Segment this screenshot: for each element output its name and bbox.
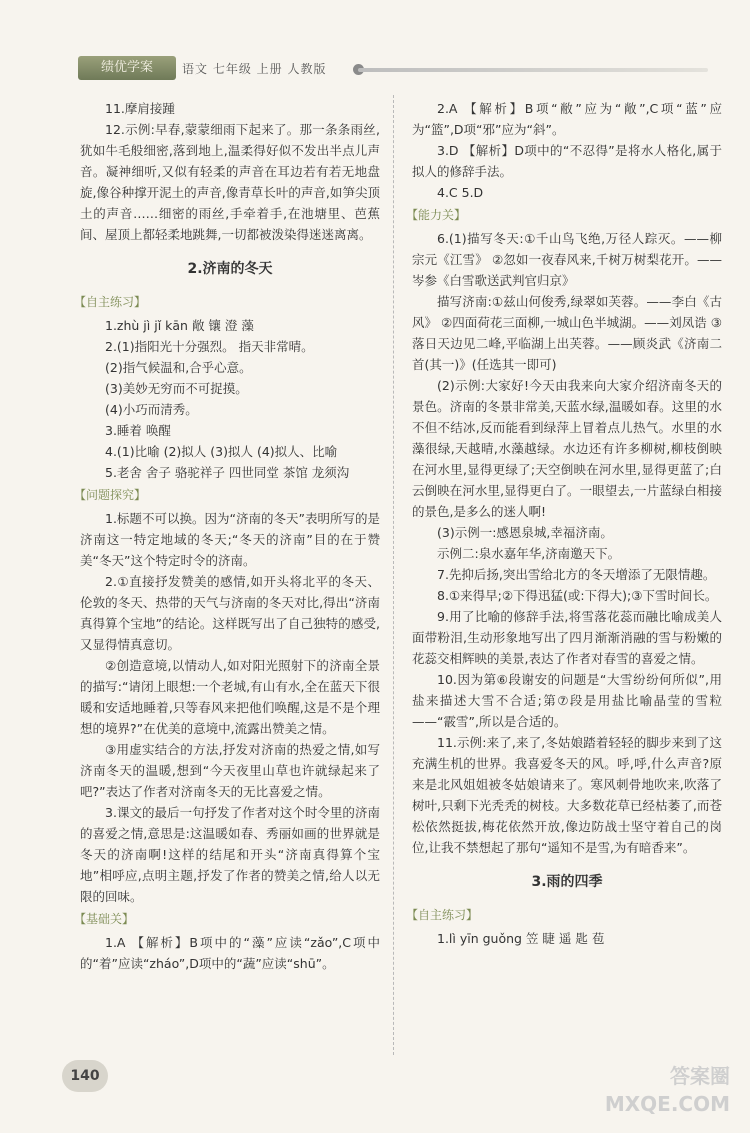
answer-paragraph: 12.示例:早春,蒙蒙细雨下起来了。那一条条雨丝,犹如牛毛般细密,落到地上,温柔得好似不发出半点儿声音。凝神细听,又似有轻柔的声音在耳边若有若无地盘旋,像谷种撑开泥土的声音,像青草长叶的声音,如笋尖顶土的声音……细密的雨丝,手牵着手,在池塘里、芭蕉间、屋顶上都轻柔地跳舞,一切都被泼染得迷迷离离。 [80, 122, 380, 242]
header-subtitle: 语文 七年级 上册 人教版 [182, 62, 327, 76]
section-title: 3.雨的四季 [531, 874, 603, 890]
answer-paragraph: 11.示例:来了,来了,冬姑娘踏着轻轻的脚步来到了这充满生机的世界。我喜爱冬天的风。呼,呼,什么声音?原来是北风姐姐被冬姑娘请来了。寒风刺骨地吹来,吹落了树叶,只剩下光秃秃的树枝。大多数花草已经枯萎了,而苍松依然挺拔,梅花依然开放,像边防战士坚守着自己的岗位,让我不禁想起了那句“遥知不是雪,为有暗香来”。 [412, 735, 722, 855]
section-tag: 【基础关】 [74, 912, 135, 926]
answer-paragraph: 11.摩肩接踵 [105, 101, 175, 116]
answer-paragraph: 示例二:泉水嘉年华,济南邀天下。 [437, 546, 621, 561]
answer-paragraph: (2)示例:大家好!今天由我来向大家介绍济南冬天的景色。济南的冬景非常美,天蓝水绿,温暖如春。这里的水不但不结冰,反而能看到绿萍上冒着点儿热气。水里的水藻很绿,天越晴,水藻越绿。水边还有许多柳树,柳枝倒映在河水里,显得更绿了;天空倒映在河水里,显得更蓝了;白云倒映在河水里,显得更白了。一眼望去,一片蓝绿白相接的景色,是多么的迷人啊! [412, 378, 722, 519]
header-rule [358, 68, 708, 72]
page-number: 140 [62, 1060, 108, 1092]
section-title: 2.济南的冬天 [187, 261, 273, 277]
answer-paragraph: 10.因为第⑥段谢安的问题是“大雪纷纷何所似”,用盐来描述大雪不合适;第⑦段是用盐比喻晶莹的雪粒——“霰雪”,所以是合适的。 [412, 672, 722, 729]
answer-paragraph: 2.(1)指阳光十分强烈。 指天非常晴。 [105, 339, 314, 354]
answer-paragraph: ③用虚实结合的方法,抒发对济南的热爱之情,如写济南冬天的温暖,想到“今天夜里山草也许就绿起来了吧?”表达了作者对济南冬天的无比喜爱之情。 [80, 742, 380, 799]
answer-paragraph: 1.标题不可以换。因为“济南的冬天”表明所写的是济南这一特定地域的冬天;“冬天的济南”目的在于赞美“冬天”这个特定时令的济南。 [80, 511, 380, 568]
brand-label: 绩优学案 [78, 56, 176, 80]
answer-paragraph: 1.zhù jì jǐ kān 敞 镶 澄 藻 [105, 318, 254, 333]
answer-paragraph: 6.(1)描写冬天:①千山鸟飞绝,万径人踪灭。——柳宗元《江雪》 ②忽如一夜春风来,千树万树梨花开。——岑参《白雪歌送武判官归京》 [412, 231, 722, 288]
right-column [406, 98, 722, 949]
answer-paragraph: (3)示例一:感恩泉城,幸福济南。 [437, 525, 613, 540]
page-header [78, 48, 718, 90]
section-tag: 【能力关】 [406, 208, 467, 222]
answer-paragraph: 3.D 【解析】D项中的“不忍得”是将水人格化,属于拟人的修辞手法。 [412, 143, 722, 179]
answer-paragraph: 2.A 【解析】B项“敝”应为“敞”,C项“蓝”应为“篮”,D项“邪”应为“斜”。 [412, 101, 722, 137]
answer-paragraph: 1.lì yīn guǒng 笠 睫 遥 匙 苞 [437, 931, 605, 946]
answer-paragraph: 2.①直接抒发赞美的感情,如开头将北平的冬天、伦敦的冬天、热带的天气与济南的冬天对比,得出“济南真得算个宝地”的结论。这样既写出了自己独特的感受,又显得情真意切。 [80, 574, 380, 652]
answer-paragraph: 4.C 5.D [437, 185, 484, 200]
answer-paragraph: 8.①来得早;②下得迅猛(或:下得大);③下雪时间长。 [437, 588, 718, 603]
column-divider [393, 95, 394, 1055]
answer-paragraph: ②创造意境,以情动人,如对阳光照射下的济南全景的描写:“请闭上眼想:一个老城,有山有水,全在蓝天下很暖和安适地睡着,只等春风来把他们唤醒,这是不是个理想的境界?”在优美的意境中,流露出赞美之情。 [80, 658, 380, 736]
answer-paragraph: 3.课文的最后一句抒发了作者对这个时令里的济南的喜爱之情,意思是:这温暖如春、秀丽如画的世界就是冬天的济南啊!这样的结尾和开头“济南真得算个宝地”相呼应,点明主题,抒发了作者的赞美之情,给人以无限的回味。 [80, 805, 380, 904]
answer-paragraph: 5.老舍 舍子 骆驼祥子 四世同堂 茶馆 龙须沟 [105, 465, 350, 480]
answer-paragraph: (3)美妙无穷而不可捉摸。 [105, 381, 248, 396]
answer-paragraph: 9.用了比喻的修辞手法,将雪落花蕊而融比喻成美人面带粉泪,生动形象地写出了四月渐渐消融的雪与粉嫩的花蕊交相辉映的美景,表达了作者对春雪的喜爱之情。 [412, 609, 722, 666]
answer-paragraph: 4.(1)比喻 (2)拟人 (3)拟人 (4)拟人、比喻 [105, 444, 338, 459]
section-tag: 【自主练习】 [406, 908, 479, 922]
watermark: 答案圈 MXQE.COM [604, 1064, 730, 1116]
answer-paragraph: 3.睡着 唤醒 [105, 423, 171, 438]
section-tag: 【问题探究】 [74, 488, 147, 502]
answer-paragraph: (2)指气候温和,合乎心意。 [105, 360, 252, 375]
answer-paragraph: 描写济南:①兹山何俊秀,绿翠如芙蓉。——李白《古风》 ②四面荷花三面柳,一城山色半城湖。——刘凤诰 ③落日天边见二峰,平临湖上出芙蓉。——顾炎武《济南二首(其一)》(任选其一即可) [412, 294, 722, 372]
section-tag: 【自主练习】 [74, 295, 147, 309]
answer-paragraph: 1.A 【解析】B项中的“藻”应读“zǎo”,C项中的“着”应读“zháo”,D项中的“蔬”应读“shū”。 [80, 935, 380, 971]
answer-paragraph: (4)小巧而清秀。 [105, 402, 198, 417]
answer-paragraph: 7.先抑后扬,突出雪给北方的冬天增添了无限情趣。 [437, 567, 716, 582]
left-column [74, 98, 380, 974]
